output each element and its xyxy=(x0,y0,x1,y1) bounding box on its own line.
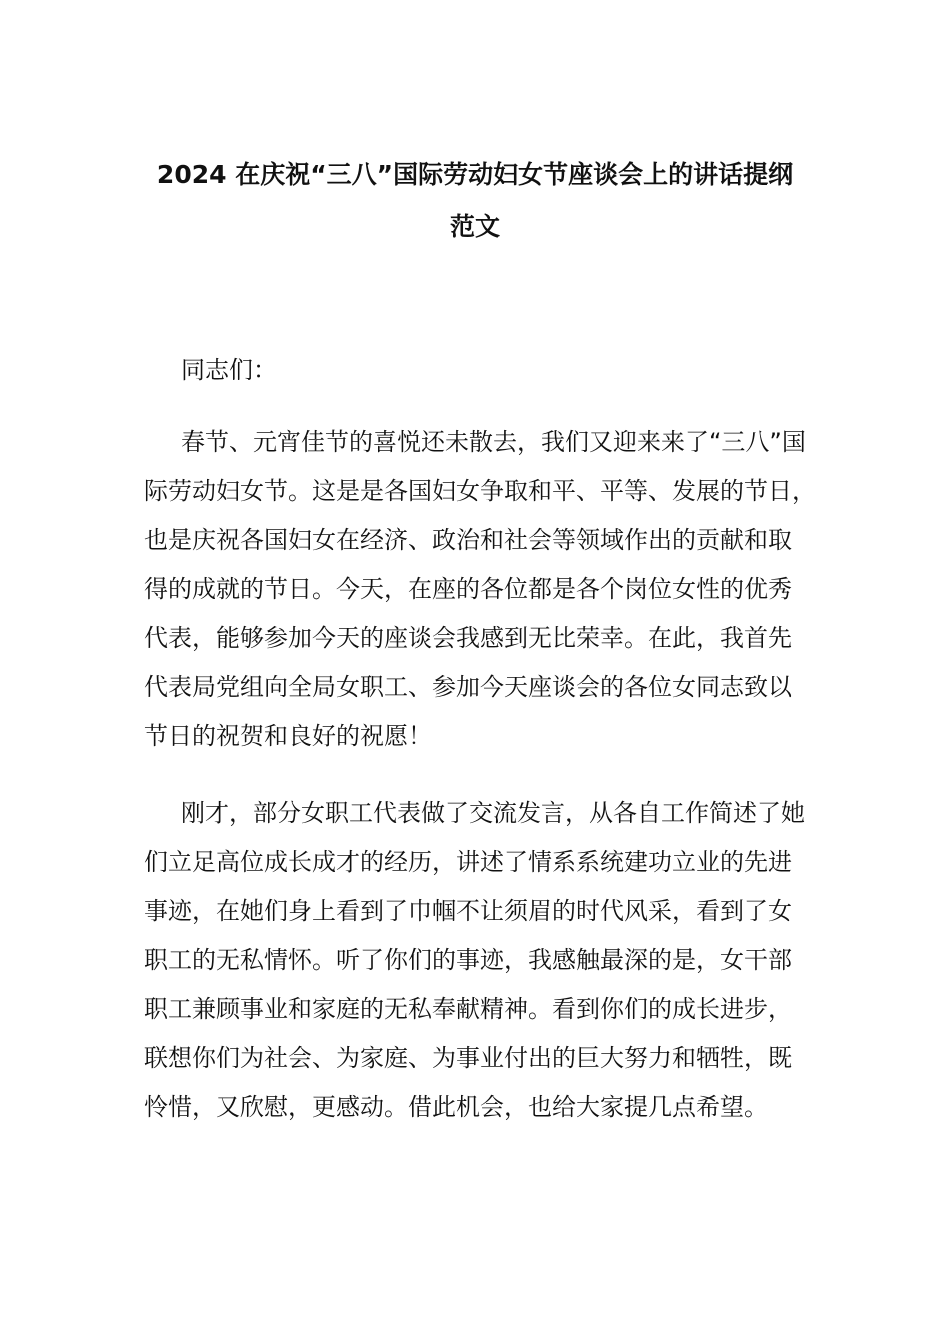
paragraph-line: 代表局党组向全局女职工、参加今天座谈会的各位女同志致以 xyxy=(144,673,792,701)
document-title-line-2: 范文 xyxy=(449,212,500,241)
paragraph-2 xyxy=(144,789,814,1132)
paragraph-line: 代表，能够参加今天的座谈会我感到无比荣幸。在此，我首先 xyxy=(144,624,792,652)
paragraph-line: 职工的无私情怀。听了你们的事迹，我感触最深的是，女干部 xyxy=(144,946,792,974)
paragraph-line: 春节、元宵佳节的喜悦还未散去，我们又迎来来了“三八”国 xyxy=(181,428,806,456)
paragraph-line: 际劳动妇女节。这是是各国妇女争取和平、平等、发展的节日， xyxy=(144,477,816,505)
paragraph-line: 们立足高位成长成才的经历，讲述了情系系统建功立业的先进 xyxy=(144,848,792,876)
paragraph-line: 怜惜，又欣慰，更感动。借此机会，也给大家提几点希望。 xyxy=(144,1093,768,1121)
document-title-line-1: 2024 在庆祝“三八”国际劳动妇女节座谈会上的讲话提纲 xyxy=(156,160,794,189)
paragraph-line: 职工兼顾事业和家庭的无私奉献精神。看到你们的成长进步， xyxy=(144,995,792,1023)
paragraph-line: 也是庆祝各国妇女在经济、政治和社会等领域作出的贡献和取 xyxy=(144,526,792,554)
paragraph-1 xyxy=(144,418,814,761)
paragraph-line: 刚才，部分女职工代表做了交流发言，从各自工作简述了她 xyxy=(181,799,805,827)
paragraph-line: 联想你们为社会、为家庭、为事业付出的巨大努力和牺牲，既 xyxy=(144,1044,792,1072)
paragraph-line: 事迹，在她们身上看到了巾帼不让须眉的时代风采，看到了女 xyxy=(144,897,792,925)
paragraph-line: 得的成就的节日。今天，在座的各位都是各个岗位女性的优秀 xyxy=(144,575,792,603)
paragraph-line: 节日的祝贺和良好的祝愿！ xyxy=(144,722,432,750)
salutation: 同志们： xyxy=(181,356,277,384)
